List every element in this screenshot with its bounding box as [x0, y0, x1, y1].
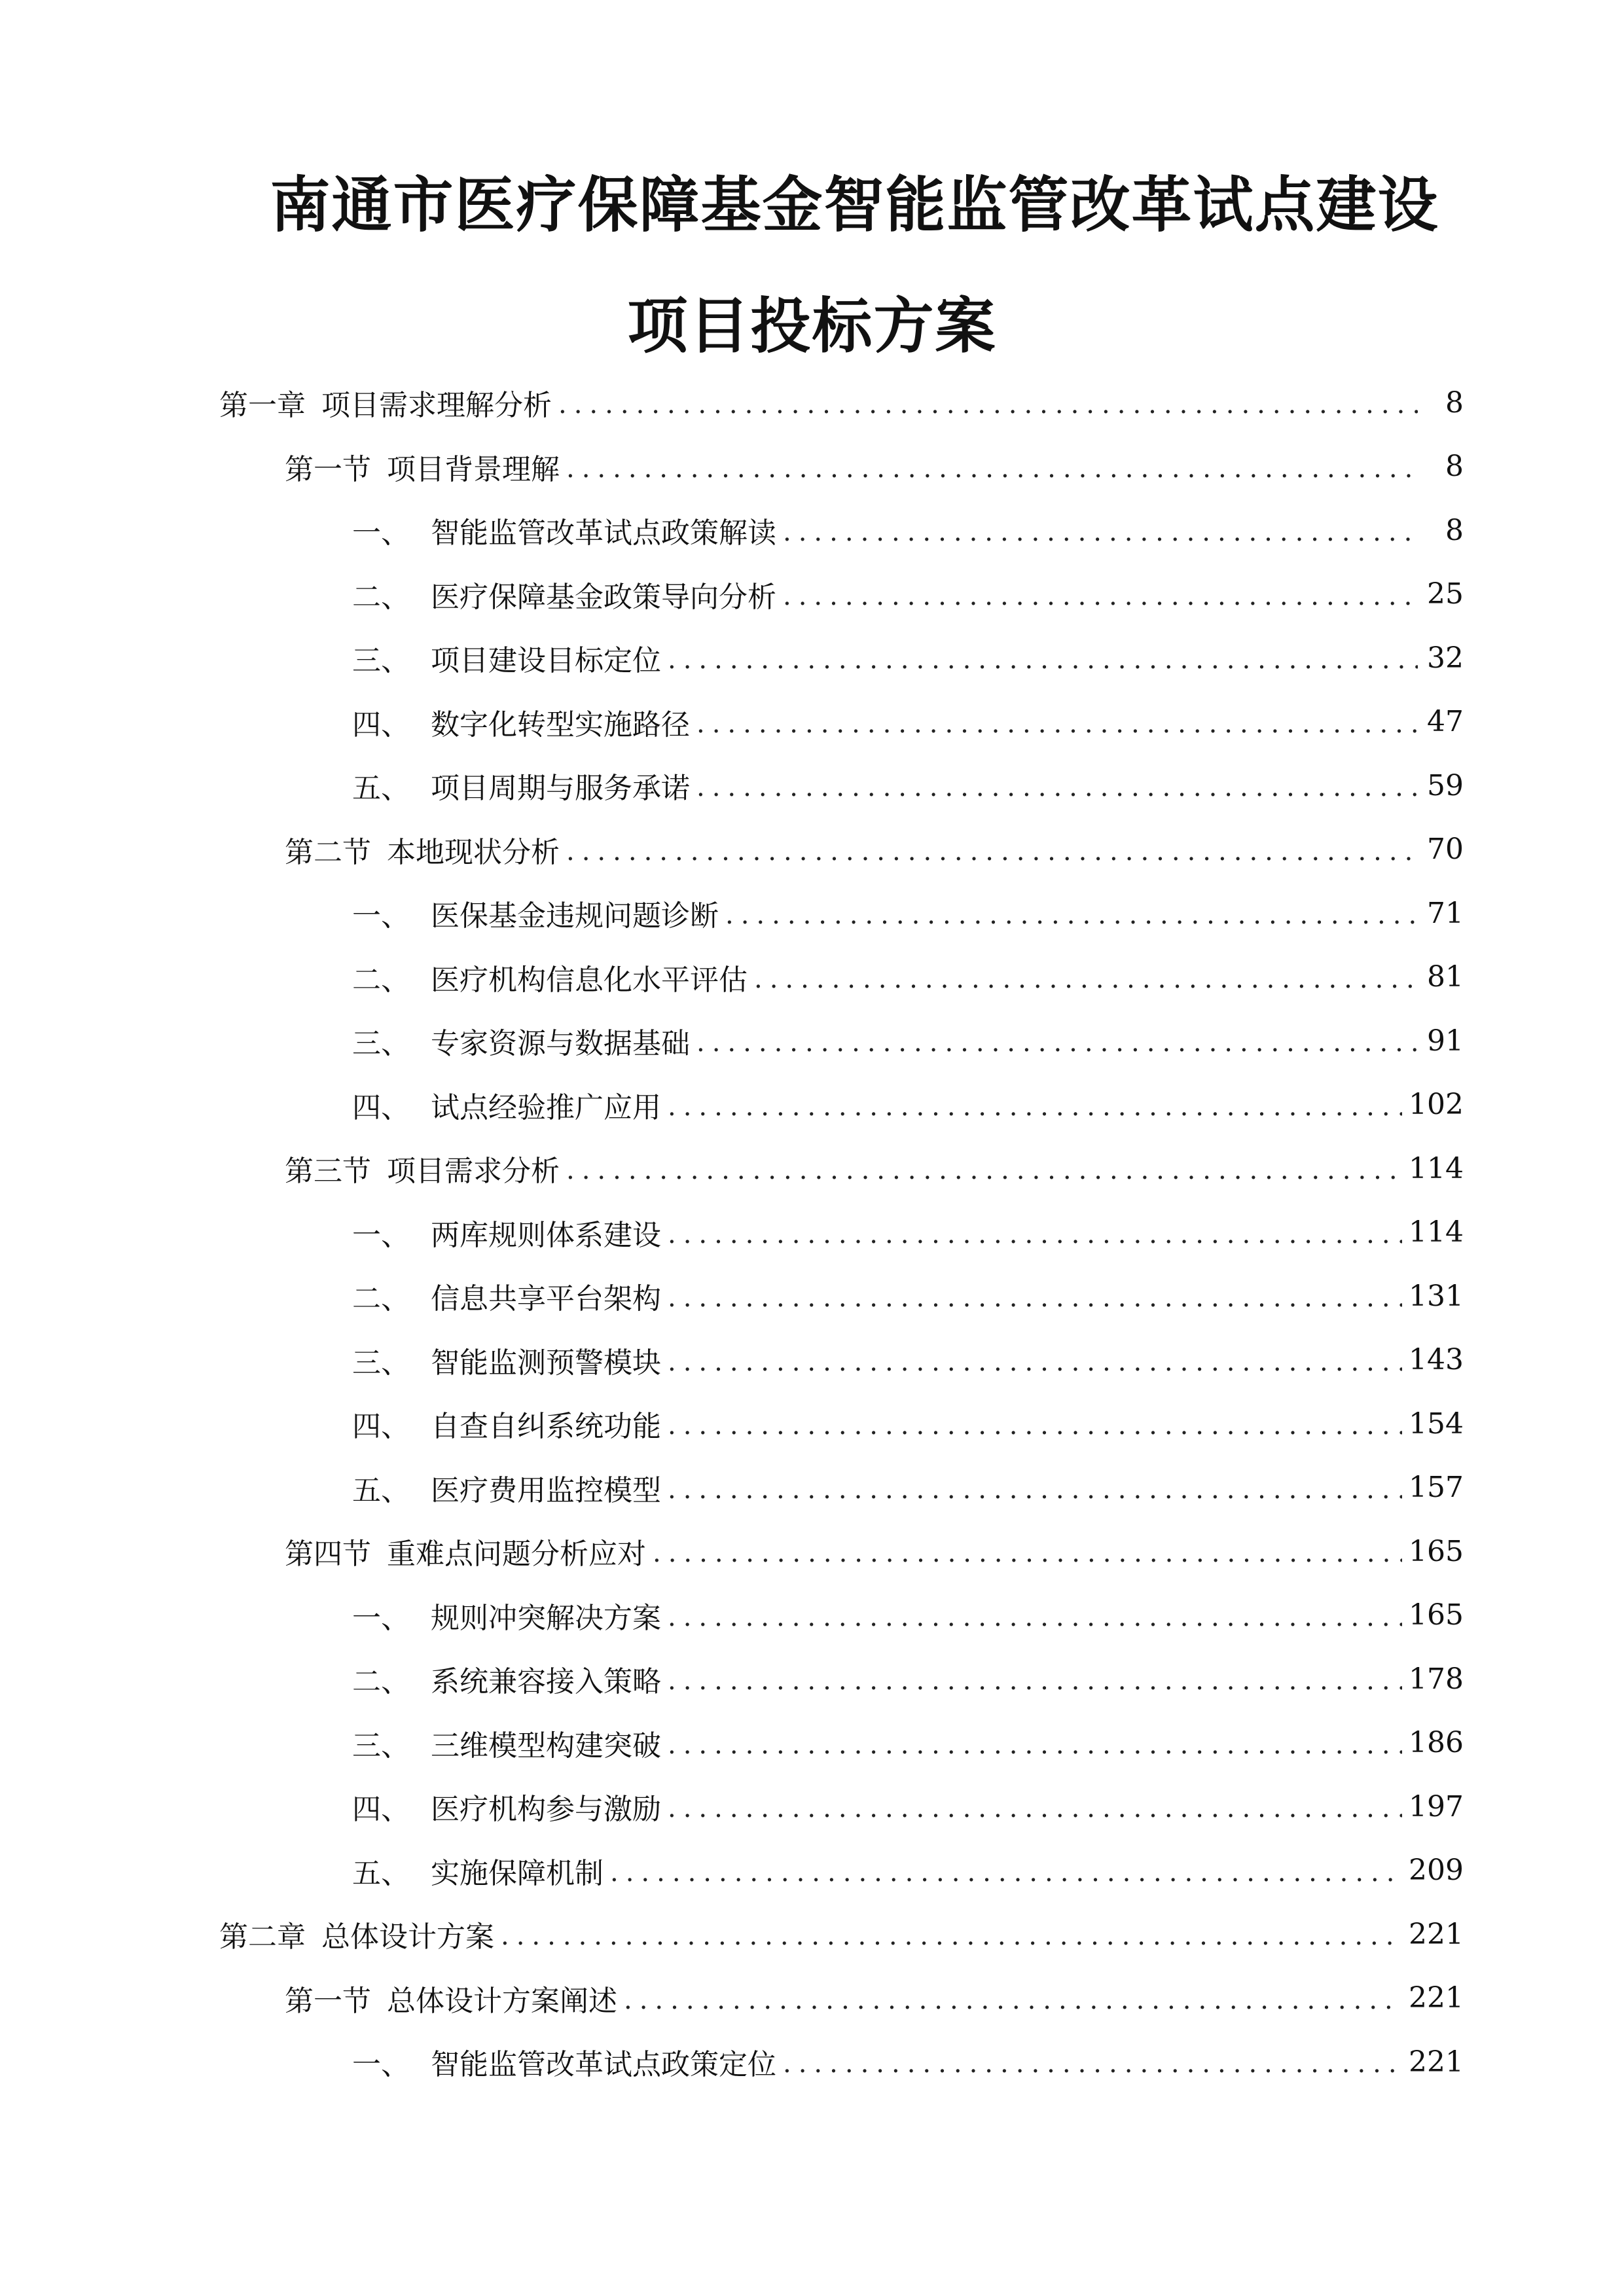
toc-dot-leader — [668, 1280, 1402, 1312]
toc-entry-title: 系统兼容接入策略 — [431, 1665, 661, 1698]
toc-entry-page-number: 165 — [1409, 1534, 1464, 1568]
toc-entry-title: 医疗费用监控模型 — [431, 1473, 661, 1507]
toc-entry-title: 项目需求理解分析 — [321, 389, 552, 422]
toc-entry-page-number: 91 — [1427, 1024, 1464, 1058]
toc-entry-page-number: 8 — [1445, 450, 1464, 483]
toc-dot-leader — [668, 1216, 1402, 1249]
toc-entry-number: 四、 — [352, 1410, 410, 1443]
toc-entry-number: 三、 — [352, 1027, 410, 1060]
toc-entry-page-number: 178 — [1409, 1662, 1464, 1696]
toc-entry-page-number: 186 — [1409, 1726, 1464, 1759]
toc-entry-title: 本地现状分析 — [387, 835, 560, 869]
toc-entry[interactable] — [352, 699, 1464, 745]
toc-entry-page-number: 197 — [1409, 1789, 1464, 1823]
toc-entry-title: 总体设计方案阐述 — [387, 1984, 617, 2018]
toc-entry-page-number: 114 — [1409, 1215, 1464, 1249]
toc-entry-page-number: 102 — [1409, 1088, 1464, 1121]
toc-entry[interactable] — [352, 1465, 1464, 1511]
toc-dot-leader — [558, 386, 1418, 419]
toc-entry-title: 数字化转型实施路径 — [431, 708, 690, 742]
toc-entry-number: 五、 — [352, 772, 410, 805]
toc-entry-page-number: 8 — [1445, 513, 1464, 547]
toc-entry-number: 三、 — [352, 1729, 410, 1763]
toc-entry[interactable] — [352, 954, 1464, 1000]
toc-entry-number: 第一节 — [285, 452, 371, 486]
toc-dot-leader — [668, 1407, 1402, 1440]
toc-dot-leader — [668, 1599, 1402, 1632]
toc-entry-page-number: 81 — [1427, 960, 1464, 994]
toc-entry[interactable] — [352, 1784, 1464, 1829]
toc-entry-title: 医疗保障基金政策导向分析 — [431, 580, 776, 614]
toc-entry-title: 智能监管改革试点政策定位 — [431, 2048, 776, 2081]
toc-entry-number: 第四节 — [285, 1537, 371, 1571]
toc-dot-leader — [653, 1535, 1402, 1568]
toc-entry-title: 两库规则体系建设 — [431, 1218, 661, 1252]
toc-entry-page-number: 131 — [1409, 1279, 1464, 1313]
toc-entry[interactable] — [352, 1592, 1464, 1638]
toc-dot-leader — [566, 1152, 1402, 1185]
toc-entry-title: 总体设计方案 — [321, 1920, 494, 1954]
toc-entry-page-number: 114 — [1409, 1151, 1464, 1185]
toc-entry-page-number: 8 — [1445, 386, 1464, 420]
toc-dot-leader — [668, 1088, 1402, 1121]
toc-entry-title: 医疗机构参与激励 — [431, 1793, 661, 1826]
document-title-line-2: 项目投标方案 — [627, 291, 997, 361]
toc-entry-number: 二、 — [352, 580, 410, 614]
toc-entry[interactable] — [352, 1018, 1464, 1064]
toc-entry-page-number: 221 — [1409, 1981, 1464, 2015]
toc-entry-number: 三、 — [352, 644, 410, 677]
toc-entry[interactable] — [285, 827, 1464, 872]
toc-entry-number: 第二节 — [285, 835, 371, 869]
toc-dot-leader — [566, 833, 1418, 866]
toc-entry-title: 重难点问题分析应对 — [387, 1537, 646, 1571]
toc-entry[interactable] — [352, 1656, 1464, 1702]
toc-dot-leader — [668, 1790, 1402, 1823]
toc-dot-leader — [696, 769, 1418, 802]
toc-entry-page-number: 143 — [1409, 1343, 1464, 1376]
toc-entry-number: 二、 — [352, 1282, 410, 1316]
toc-entry-number: 三、 — [352, 1346, 410, 1380]
toc-entry-page-number: 47 — [1427, 705, 1464, 738]
toc-entry-number: 五、 — [352, 1856, 410, 1890]
toc-entry-title: 规则冲突解决方案 — [431, 1601, 661, 1635]
toc-entry-page-number: 221 — [1409, 2045, 1464, 2079]
toc-entry[interactable] — [219, 380, 1464, 425]
toc-entry-title: 项目建设目标定位 — [431, 644, 661, 677]
toc-entry[interactable] — [352, 2039, 1464, 2085]
toc-entry[interactable] — [352, 1401, 1464, 1446]
toc-entry-number: 五、 — [352, 1473, 410, 1507]
toc-entry-number: 一、 — [352, 899, 410, 933]
toc-entry[interactable] — [285, 1975, 1464, 2021]
toc-entry[interactable] — [352, 571, 1464, 617]
toc-dot-leader — [754, 961, 1418, 994]
toc-entry[interactable] — [352, 507, 1464, 553]
toc-entry-page-number: 32 — [1427, 641, 1464, 675]
toc-entry-title: 医疗机构信息化水平评估 — [431, 963, 748, 997]
toc-entry[interactable] — [285, 1145, 1464, 1191]
toc-entry-number: 一、 — [352, 1601, 410, 1635]
toc-entry[interactable] — [352, 1273, 1464, 1319]
toc-entry[interactable] — [352, 890, 1464, 936]
toc-dot-leader — [783, 514, 1418, 547]
toc-entry-title: 智能监测预警模块 — [431, 1346, 661, 1380]
toc-entry[interactable] — [352, 1720, 1464, 1766]
toc-dot-leader — [668, 1662, 1402, 1695]
toc-entry-title: 三维模型构建突破 — [431, 1729, 661, 1763]
toc-entry-number: 四、 — [352, 1090, 410, 1124]
toc-entry[interactable] — [352, 1848, 1464, 1893]
toc-entry-page-number: 165 — [1409, 1598, 1464, 1632]
toc-dot-leader — [696, 706, 1418, 738]
toc-entry-number: 一、 — [352, 2048, 410, 2081]
toc-entry-number: 第三节 — [285, 1155, 371, 1188]
toc-entry-title: 专家资源与数据基础 — [431, 1027, 690, 1060]
toc-entry-title: 智能监管改革试点政策解读 — [431, 516, 776, 550]
toc-entry-title: 实施保障机制 — [431, 1856, 604, 1890]
toc-entry[interactable] — [285, 1528, 1464, 1574]
toc-dot-leader — [668, 1471, 1402, 1504]
toc-entry-title: 医保基金违规问题诊断 — [431, 899, 719, 933]
toc-entry-number: 第二章 — [219, 1920, 306, 1954]
toc-dot-leader — [668, 1727, 1402, 1759]
toc-entry-page-number: 70 — [1427, 833, 1464, 866]
toc-entry-title: 项目周期与服务承诺 — [431, 772, 690, 805]
toc-entry-number: 第一节 — [285, 1984, 371, 2018]
toc-entry-number: 二、 — [352, 1665, 410, 1698]
toc-entry[interactable] — [219, 1911, 1464, 1957]
toc-entry-number: 二、 — [352, 963, 410, 997]
toc-entry-title: 自查自纠系统功能 — [431, 1410, 661, 1443]
toc-entry[interactable] — [352, 1082, 1464, 1128]
toc-entry[interactable] — [352, 762, 1464, 808]
toc-dot-leader — [501, 1918, 1402, 1950]
toc-entry-title: 信息共享平台架构 — [431, 1282, 661, 1316]
toc-entry-page-number: 59 — [1427, 768, 1464, 802]
toc-dot-leader — [783, 2045, 1402, 2078]
toc-entry-title: 项目背景理解 — [387, 452, 560, 486]
toc-entry-title: 试点经验推广应用 — [431, 1090, 661, 1124]
toc-entry-page-number: 221 — [1409, 1917, 1464, 1951]
toc-entry-page-number: 209 — [1409, 1854, 1464, 1887]
toc-dot-leader — [783, 578, 1418, 611]
toc-entry[interactable] — [352, 1210, 1464, 1255]
toc-entry-page-number: 25 — [1427, 577, 1464, 611]
toc-dot-leader — [696, 1024, 1418, 1057]
toc-entry-page-number: 154 — [1409, 1407, 1464, 1441]
toc-entry[interactable] — [352, 1337, 1464, 1383]
toc-entry-page-number: 157 — [1409, 1471, 1464, 1504]
toc-dot-leader — [668, 1344, 1402, 1376]
toc-entry[interactable] — [285, 444, 1464, 490]
document-title-line-1: 南通市医疗保障基金智能监管改革试点建设 — [270, 170, 1439, 240]
toc-entry[interactable] — [352, 635, 1464, 681]
toc-entry-number: 一、 — [352, 516, 410, 550]
toc-entry-number: 四、 — [352, 1793, 410, 1826]
toc-entry-number: 一、 — [352, 1218, 410, 1252]
toc-dot-leader — [566, 450, 1418, 483]
toc-dot-leader — [668, 641, 1418, 674]
toc-entry-number: 第一章 — [219, 389, 306, 422]
toc-entry-page-number: 71 — [1427, 896, 1464, 930]
toc-dot-leader — [624, 1982, 1402, 2015]
toc-entry-title: 项目需求分析 — [387, 1155, 560, 1188]
toc-dot-leader — [610, 1854, 1402, 1887]
toc-dot-leader — [725, 897, 1418, 929]
toc-entry-number: 四、 — [352, 708, 410, 742]
